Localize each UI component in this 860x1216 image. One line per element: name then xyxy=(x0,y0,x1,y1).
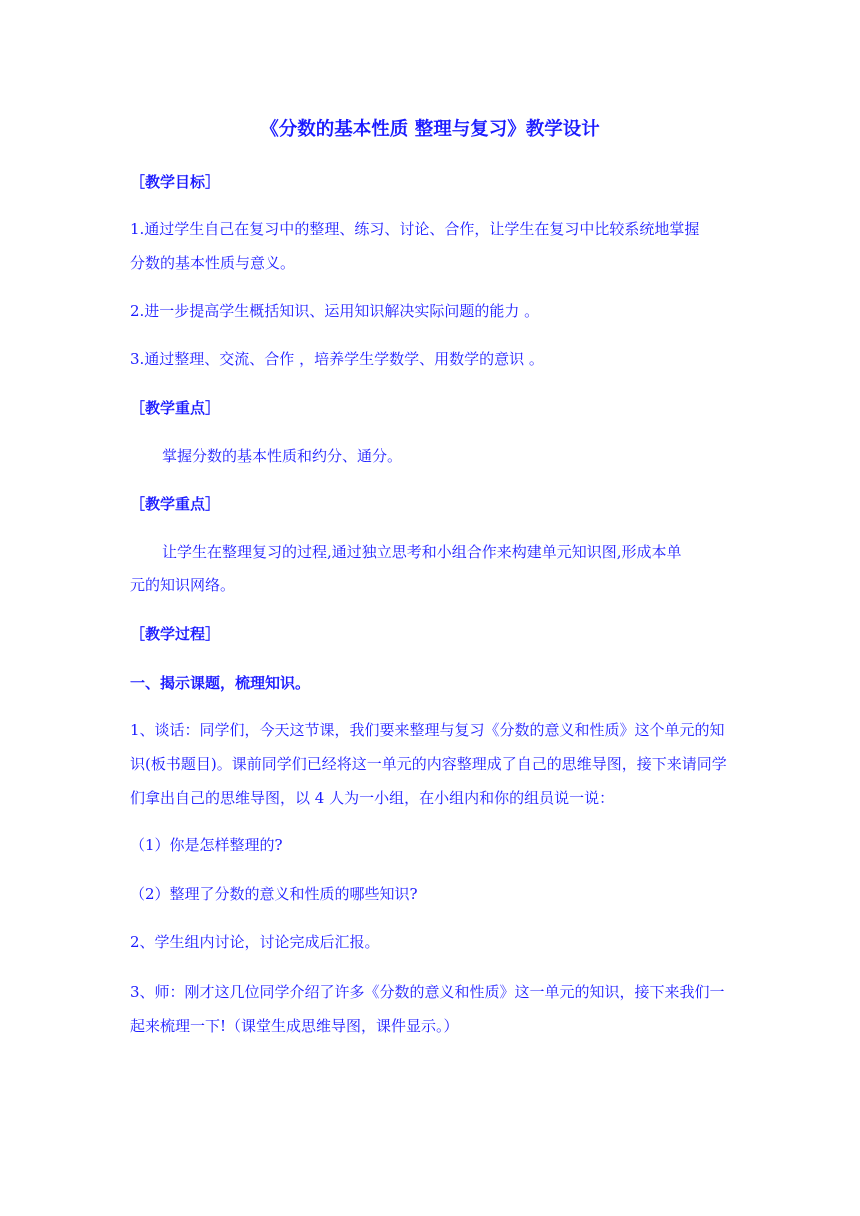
step-1-line-3: 们拿出自己的思维导图，以 4 人为一小组，在小组内和你的组员说一说： xyxy=(130,789,615,807)
document-title: 《分数的基本性质 整理与复习》教学设计 xyxy=(260,119,600,140)
keypoint-heading: ［教学重点］ xyxy=(130,399,221,417)
objective-1-line-1: 1.通过学生自己在复习中的整理、练习、讨论、合作，让学生在复习中比较系统地掌握 xyxy=(130,220,700,238)
section-1-heading: 一、揭示课题，梳理知识。 xyxy=(130,674,311,692)
objective-2: 2.进一步提高学生概括知识、运用知识解决实际问题的能力 。 xyxy=(130,302,540,320)
question-1: （1）你是怎样整理的? xyxy=(130,836,283,854)
process-heading: ［教学过程］ xyxy=(130,625,221,643)
question-2: （2）整理了分数的意义和性质的哪些知识? xyxy=(130,885,418,903)
step-1-line-2: 识(板书题目)。课前同学们已经将这一单元的内容整理成了自己的思维导图，接下来请同学 xyxy=(130,755,727,773)
keypoint-text: 掌握分数的基本性质和约分、通分。 xyxy=(162,447,403,465)
difficulty-line-2: 元的知识网络。 xyxy=(130,576,236,594)
step-3-line-1: 3、师：刚才这几位同学介绍了许多《分数的意义和性质》这一单元的知识，接下来我们一 xyxy=(130,983,725,1001)
objective-3: 3.通过整理、交流、合作 ，培养学生学数学、用数学的意识 。 xyxy=(130,350,544,368)
objective-1-line-2: 分数的基本性质与意义。 xyxy=(130,254,296,272)
step-1-line-1: 1、谈话：同学们，今天这节课，我们要来整理与复习《分数的意义和性质》这个单元的知 xyxy=(130,721,725,739)
difficulty-line-1: 让学生在整理复习的过程,通过独立思考和小组合作来构建单元知识图,形成本单 xyxy=(162,543,682,561)
difficulty-heading: ［教学重点］ xyxy=(130,495,221,513)
step-2: 2、学生组内讨论，讨论完成后汇报。 xyxy=(130,933,380,951)
step-3-line-2: 起来梳理一下!（课堂生成思维导图，课件显示。） xyxy=(130,1017,459,1035)
objectives-heading: ［教学目标］ xyxy=(130,173,221,191)
